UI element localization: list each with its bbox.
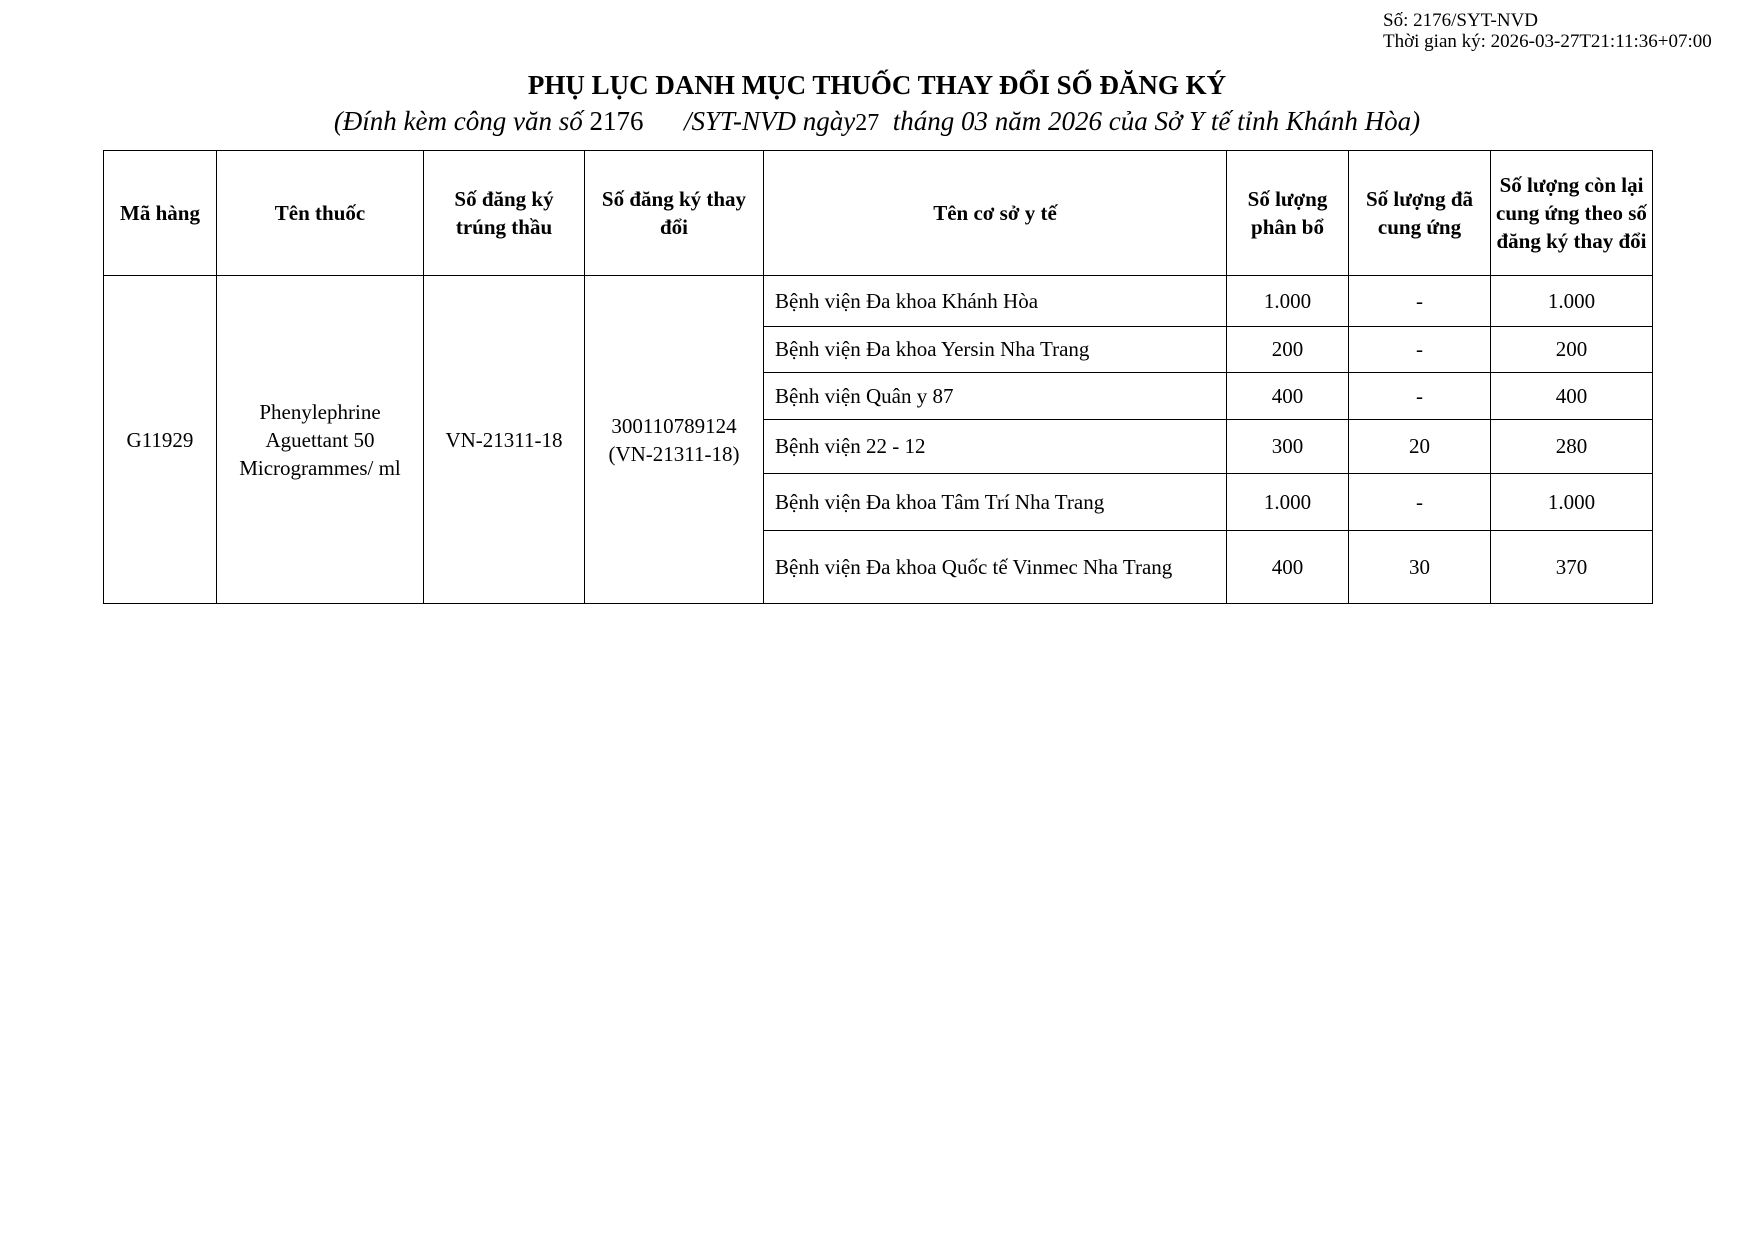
page-title: PHỤ LỤC DANH MỤC THUỐC THAY ĐỔI SỐ ĐĂNG KÝ bbox=[527, 70, 1227, 100]
supplied-qty: 20 bbox=[1349, 420, 1491, 474]
header-remaining: Số lượng còn lại cung ứng theo số đăng ký thay đổi bbox=[1491, 151, 1653, 276]
reg-changed-old: (VN-21311-18) bbox=[608, 441, 740, 466]
reg-awarded: VN-21311-18 bbox=[424, 276, 585, 604]
header-allocated: Số lượng phân bổ bbox=[1227, 151, 1349, 276]
signing-time: Thời gian ký: 2026-03-27T21:11:36+07:00 bbox=[1383, 31, 1712, 52]
header-reg-changed: Số đăng ký thay đổi bbox=[585, 151, 764, 276]
facility-name: Bệnh viện Quân y 87 bbox=[764, 373, 1227, 420]
facility-name: Bệnh viện Đa khoa Khánh Hòa bbox=[764, 276, 1227, 327]
subtitle-day: 27 bbox=[855, 110, 880, 136]
subtitle-part2: /SYT-NVD ngày bbox=[643, 106, 856, 136]
header-item-code: Mã hàng bbox=[104, 151, 217, 276]
supplied-qty: - bbox=[1349, 327, 1491, 373]
allocated-qty: 1.000 bbox=[1227, 474, 1349, 531]
allocated-qty: 300 bbox=[1227, 420, 1349, 474]
supplied-qty: - bbox=[1349, 474, 1491, 531]
page-subtitle bbox=[0, 106, 1754, 137]
subtitle-part1: (Đính kèm công văn số bbox=[333, 106, 590, 136]
header-reg-awarded: Số đăng ký trúng thầu bbox=[424, 151, 585, 276]
remaining-qty: 370 bbox=[1491, 531, 1653, 604]
remaining-qty: 200 bbox=[1491, 327, 1653, 373]
subtitle-doc-no: 2176 bbox=[589, 106, 644, 136]
table-row bbox=[104, 276, 1653, 327]
signature-stamp bbox=[1383, 10, 1712, 52]
supplied-qty: - bbox=[1349, 276, 1491, 327]
facility-name: Bệnh viện Đa khoa Tâm Trí Nha Trang bbox=[764, 474, 1227, 531]
table-header-row bbox=[104, 151, 1653, 276]
remaining-qty: 400 bbox=[1491, 373, 1653, 420]
allocated-qty: 400 bbox=[1227, 373, 1349, 420]
drug-table bbox=[103, 150, 1653, 604]
subtitle-part3: tháng 03 năm 2026 của Sở Y tế tỉnh Khánh Hòa) bbox=[879, 106, 1421, 136]
supplied-qty: 30 bbox=[1349, 531, 1491, 604]
reg-changed bbox=[585, 276, 764, 604]
header-supplied: Số lượng đã cung ứng bbox=[1349, 151, 1491, 276]
item-code: G11929 bbox=[104, 276, 217, 604]
remaining-qty: 280 bbox=[1491, 420, 1653, 474]
facility-name: Bệnh viện Đa khoa Yersin Nha Trang bbox=[764, 327, 1227, 373]
remaining-qty: 1.000 bbox=[1491, 474, 1653, 531]
header-drug-name: Tên thuốc bbox=[217, 151, 424, 276]
drug-name: Phenylephrine Aguettant 50 Microgrammes/ ml bbox=[217, 276, 424, 604]
allocated-qty: 1.000 bbox=[1227, 276, 1349, 327]
reg-changed-new: 300110789124 bbox=[611, 413, 737, 438]
remaining-qty: 1.000 bbox=[1491, 276, 1653, 327]
facility-name: Bệnh viện Đa khoa Quốc tế Vinmec Nha Trang bbox=[764, 531, 1227, 604]
supplied-qty: - bbox=[1349, 373, 1491, 420]
allocated-qty: 200 bbox=[1227, 327, 1349, 373]
header-facility: Tên cơ sở y tế bbox=[764, 151, 1227, 276]
document-number: Số: 2176/SYT-NVD bbox=[1383, 10, 1539, 31]
facility-name: Bệnh viện 22 - 12 bbox=[764, 420, 1227, 474]
allocated-qty: 400 bbox=[1227, 531, 1349, 604]
